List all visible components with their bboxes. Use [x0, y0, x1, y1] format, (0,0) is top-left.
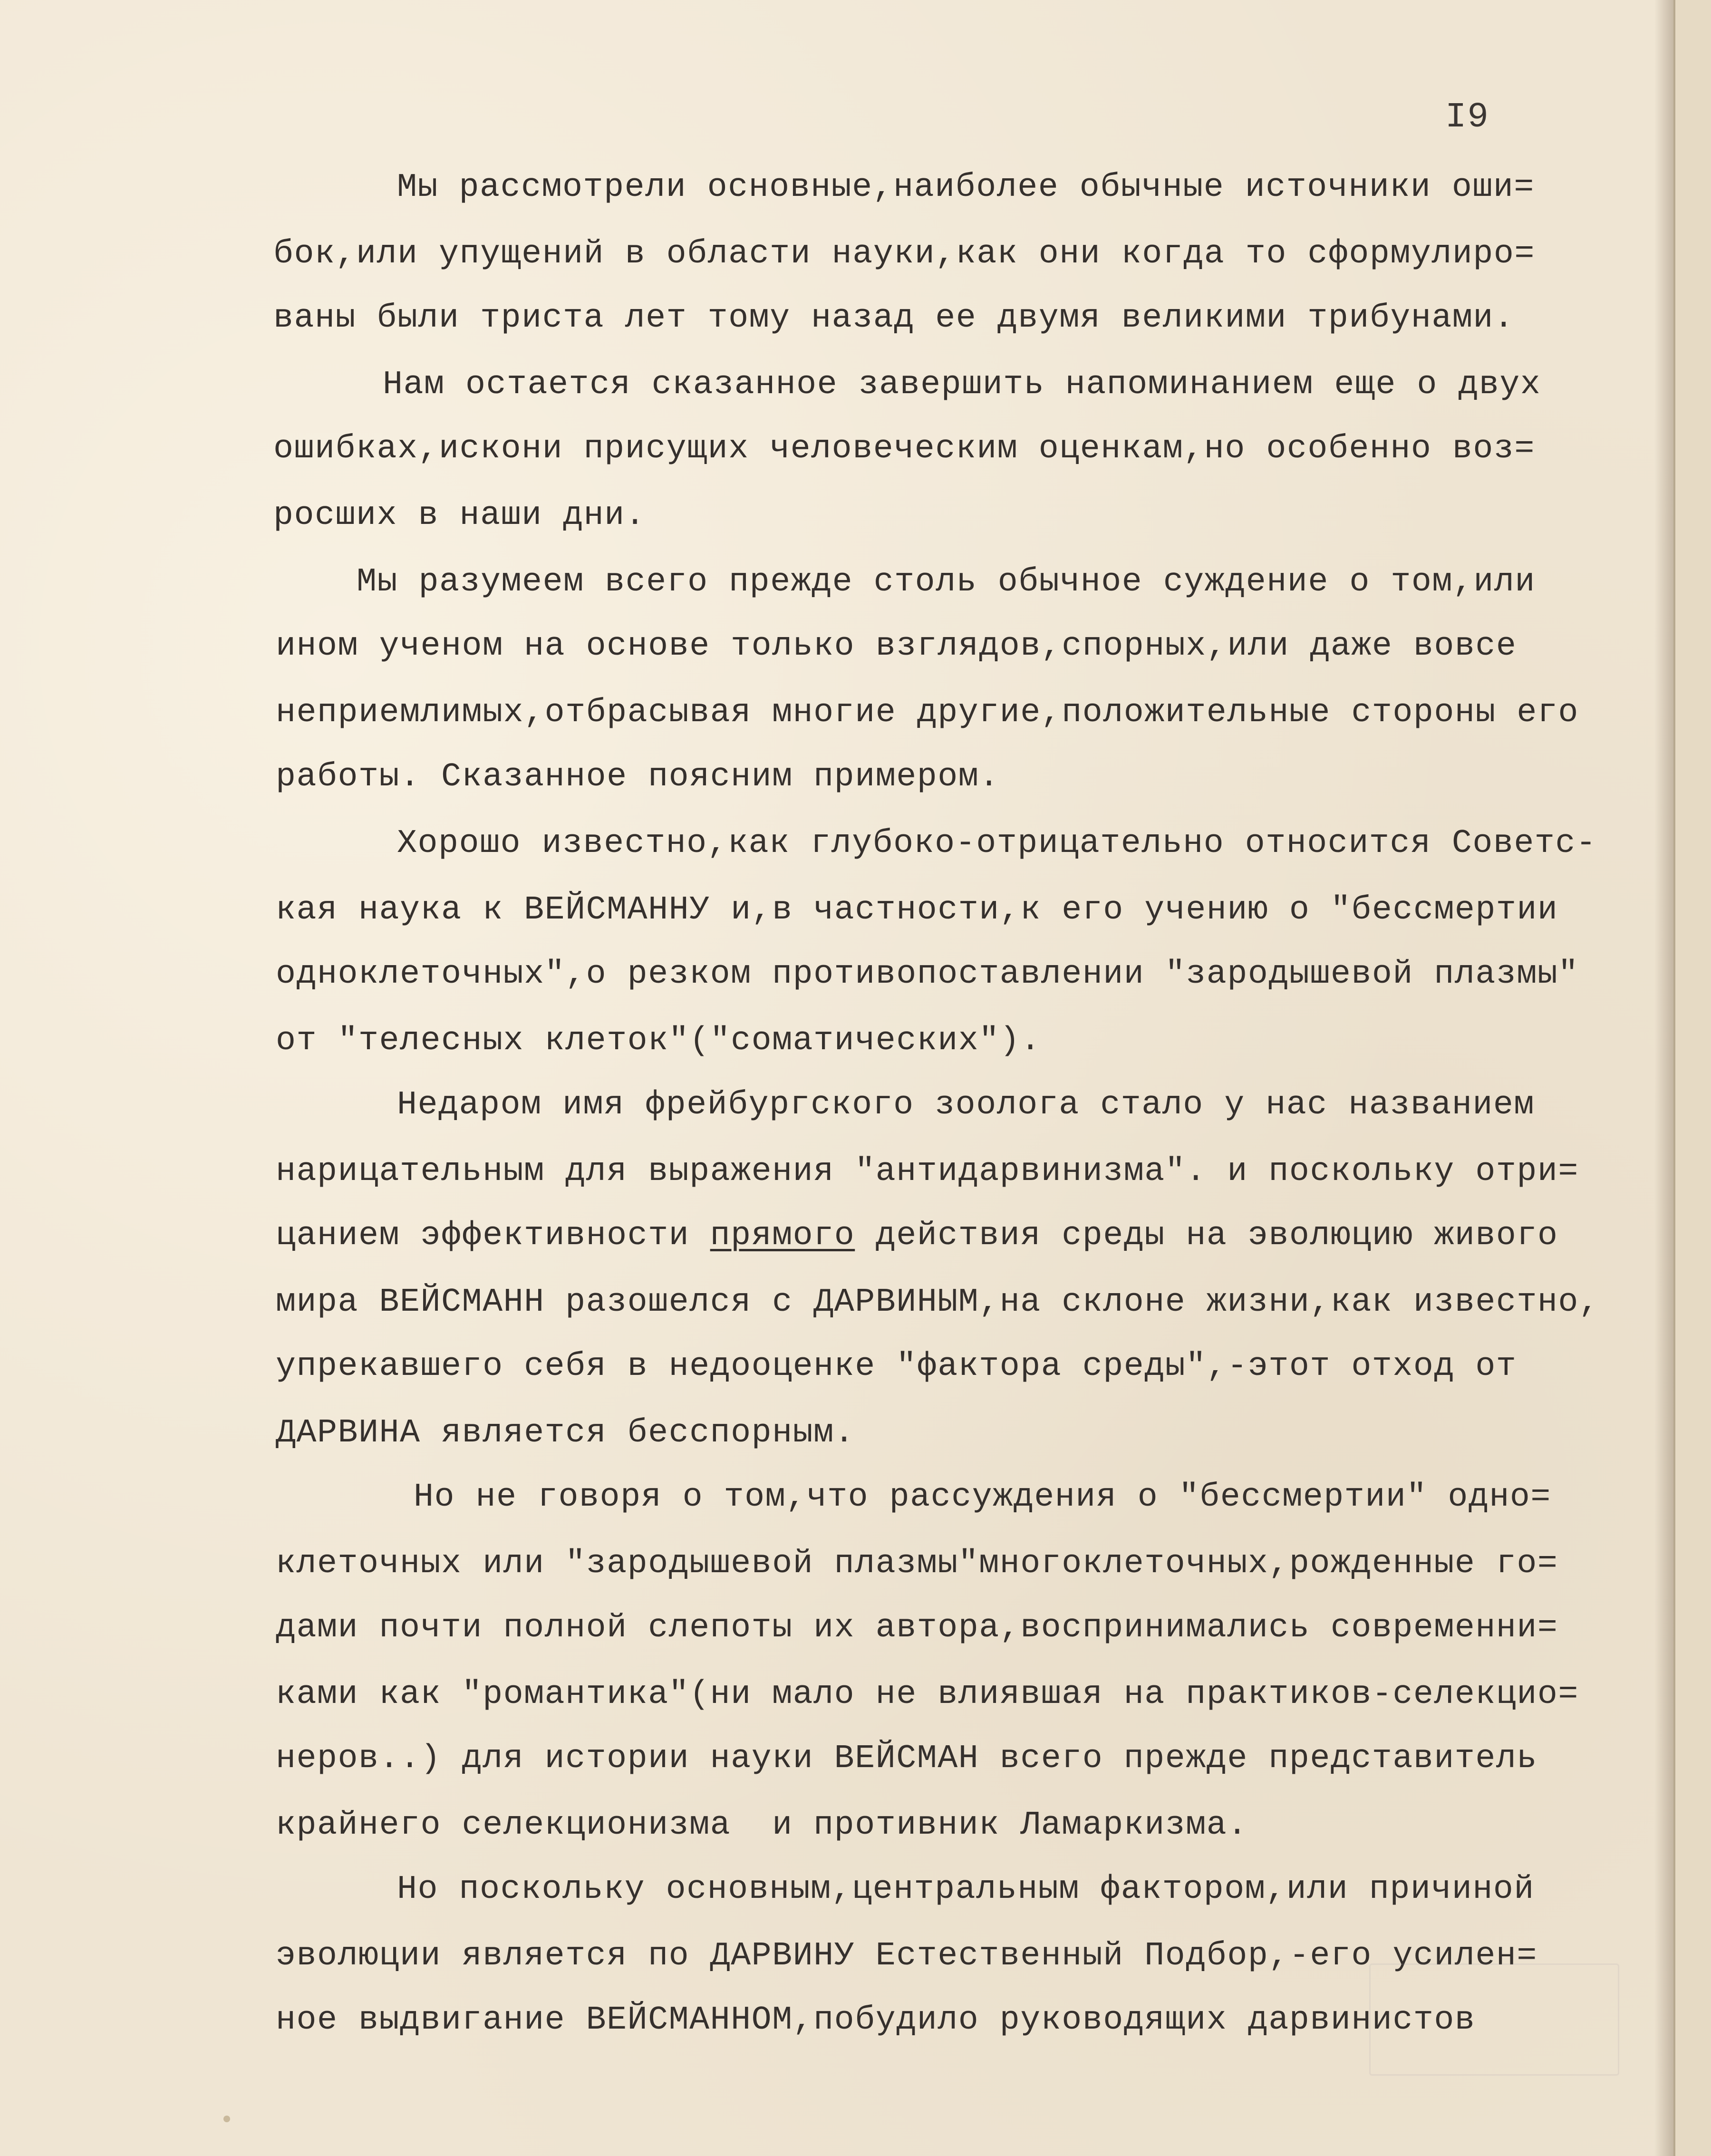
text-line: Но не говоря о том,что рассуждения о "бессмертии" одно=: [414, 1479, 1551, 1516]
text-line: нарицательным для выражения "антидарвинизма". и поскольку отри=: [276, 1153, 1579, 1190]
text-line: неров..) для истории науки ВЕЙСМАН всего прежде представитель: [276, 1740, 1537, 1778]
text-line: неприемлимых,отбрасывая многие другие,положительные стороны его: [276, 694, 1579, 732]
text-segment: действия среды на эволюцию живого: [855, 1217, 1558, 1255]
text-line-with-emphasis: [276, 1217, 1558, 1255]
text-line: ином ученом на основе только взглядов,спорных,или даже вовсе: [276, 628, 1517, 665]
text-line: ошибках,искони присущих человеческим оценкам,но особенно воз=: [273, 430, 1535, 468]
text-line: крайнего селекционизма и противник Ламаркизма.: [276, 1807, 1248, 1844]
text-line: клеточных или "зародышевой плазмы"многоклеточных,рожденные го=: [276, 1545, 1558, 1583]
text-line: ками как "романтика"(ни мало не влиявшая на практиков-селекцио=: [276, 1676, 1579, 1713]
text-line: Но поскольку основным,центральным фактором,или причиной: [397, 1871, 1535, 1908]
text-line: дами почти полной слепоты их автора,воспринимались современни=: [276, 1609, 1558, 1647]
text-line: эволюции является по ДАРВИНУ Естественный Подбор,-его усилен=: [276, 1937, 1537, 1975]
text-line: Нам остается сказанное завершить напоминанием еще о двух: [383, 366, 1541, 404]
faint-archive-stamp: [1369, 1963, 1619, 2076]
text-line: Хорошо известно,как глубоко-отрицательно относится Советс-: [397, 825, 1597, 862]
underlying-sheet-edge: [1673, 0, 1711, 2156]
sheet-edge-shadow: [1654, 0, 1673, 2156]
text-line: мира ВЕЙСМАНН разошелся с ДАРВИНЫМ,на склоне жизни,как известно,: [276, 1284, 1600, 1321]
text-line: Мы разумеем всего прежде столь обычное суждение о том,или: [357, 563, 1536, 601]
underlined-word: прямого: [710, 1217, 855, 1255]
text-line: работы. Сказанное поясним примером.: [276, 758, 1000, 796]
paper-pinhole: [223, 2116, 230, 2122]
text-line: одноклеточных",о резком противопоставлении "зародышевой плазмы": [276, 956, 1579, 993]
text-segment: цанием эффективности: [276, 1217, 710, 1255]
text-line: ДАРВИНА является бесспорным.: [276, 1414, 855, 1452]
text-line: ное выдвигание ВЕЙСМАННОМ,побудило руководящих дарвинистов: [276, 2001, 1476, 2039]
text-line: кая наука к ВЕЙСМАННУ и,в частности,к его учению о "бессмертии: [276, 891, 1558, 929]
text-line: росших в наши дни.: [273, 497, 646, 534]
text-line: упрекавшего себя в недооценке "фактора среды",-этот отход от: [276, 1348, 1517, 1385]
text-line: от "телесных клеток"("соматических").: [276, 1022, 1041, 1060]
text-line: Недаром имя фрейбургского зоолога стало у нас названием: [397, 1086, 1535, 1124]
page-number: I9: [1445, 97, 1489, 137]
text-line: бок,или упущений в области науки,как они когда то сформулиро=: [273, 235, 1535, 273]
text-line: ваны были триста лет тому назад ее двумя великими трибунами.: [273, 300, 1515, 337]
text-line: Мы рассмотрели основные,наиболее обычные источники оши=: [397, 169, 1535, 206]
